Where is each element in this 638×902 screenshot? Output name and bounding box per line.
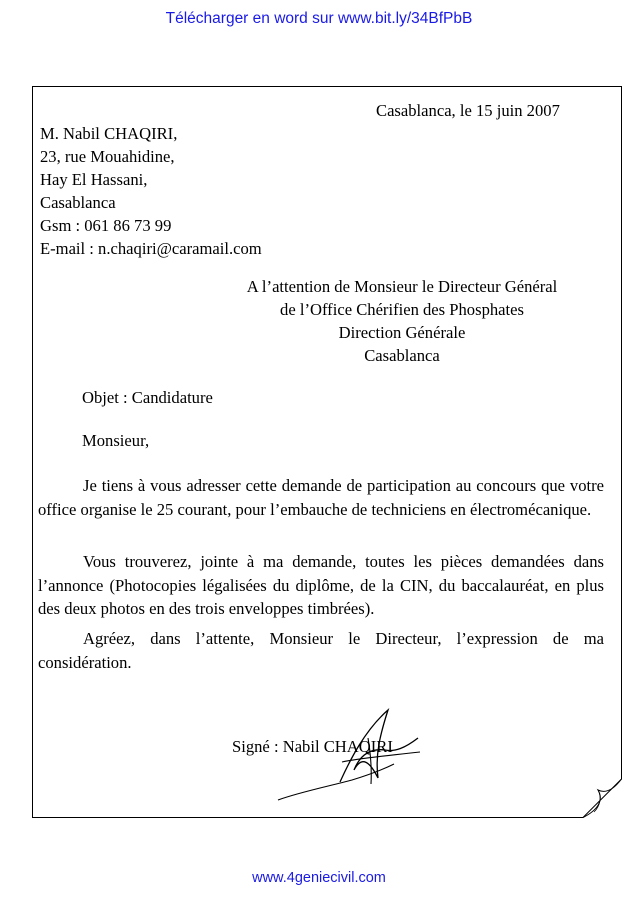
- footer-website-link[interactable]: www.4geniecivil.com: [252, 870, 386, 886]
- sender-name: M. Nabil CHAQIRI,: [40, 124, 178, 143]
- sender-phone: Gsm : 061 86 73 99: [40, 216, 172, 235]
- recipient-line-2: de l’Office Chérifien des Phosphates: [280, 300, 524, 319]
- sender-district: Hay El Hassani,: [40, 170, 148, 189]
- salutation: Monsieur,: [82, 431, 150, 450]
- handwritten-signature: [270, 700, 430, 810]
- download-word-link[interactable]: Télécharger en word sur www.bit.ly/34BfPbB: [165, 10, 473, 27]
- signature-line: Signé : Nabil CHAQIRI: [232, 737, 393, 756]
- sender-city: Casablanca: [40, 193, 116, 212]
- date-line: Casablanca, le 15 juin 2007: [376, 101, 560, 120]
- recipient-line-3: Direction Générale: [338, 323, 466, 342]
- sender-street: 23, rue Mouahidine,: [40, 147, 175, 166]
- sender-email: E-mail : n.chaqiri@caramail.com: [40, 239, 262, 258]
- recipient-line-1: A l’attention de Monsieur le Directeur Général: [246, 277, 558, 296]
- recipient-line-4: Casablanca: [364, 346, 440, 365]
- body-paragraph-3: Agréez, dans l’attente, Monsieur le Directeur, l’expression de ma considération.: [38, 629, 604, 672]
- subject-line: Objet : Candidature: [82, 388, 213, 407]
- body-paragraph-2: Vous trouverez, jointe à ma demande, toutes les pièces demandées dans l’annonce (Photocopies légalisées du diplôme, de la CIN, du baccalauréat, en plus des deux photos en des trois enveloppes timbrées).: [38, 552, 604, 618]
- body-paragraph-1: Je tiens à vous adresser cette demande de participation au concours que votre office organise le 25 courant, pour l’embauche de techniciens en électromécanique.: [38, 476, 604, 519]
